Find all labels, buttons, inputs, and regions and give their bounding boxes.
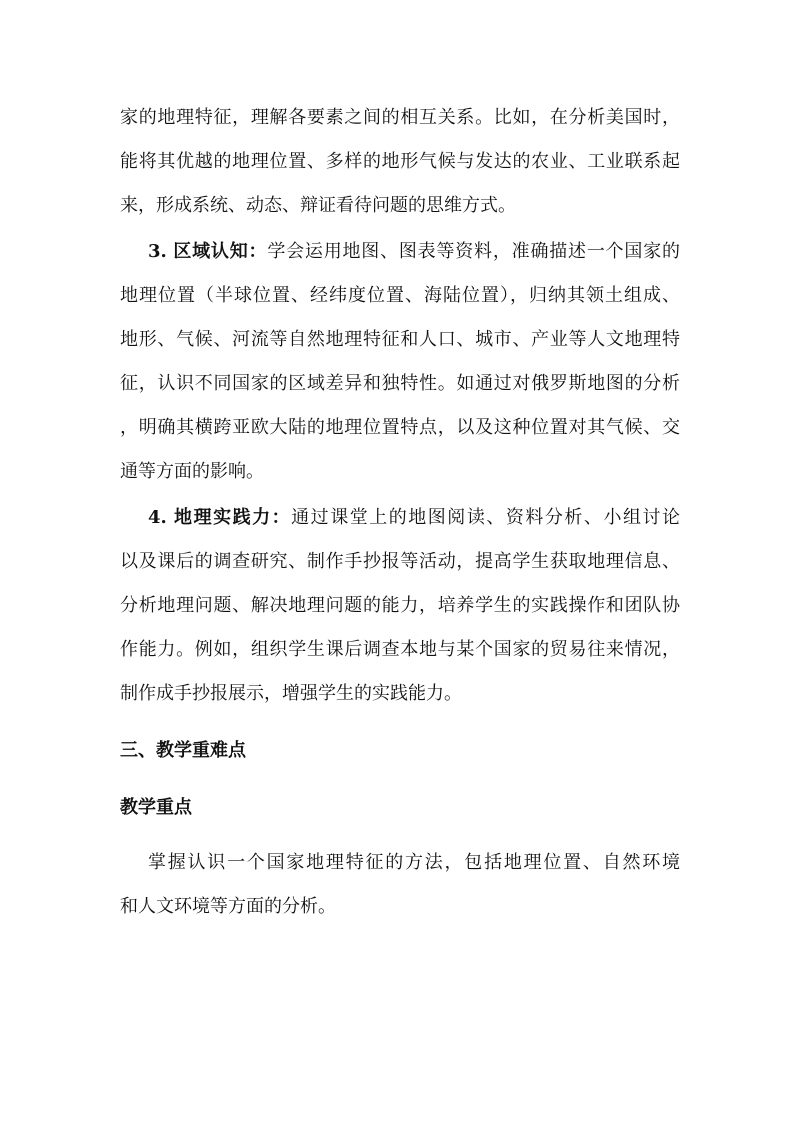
paragraph-line: 家的地理特征，理解各要素之间的相互关系。比如，在分析美国时， (120, 107, 680, 128)
item-3-first-line (148, 241, 680, 263)
paragraph-line: 和人文环境等方面的分析。 (120, 896, 336, 917)
paragraph-line: 以及课后的调查研究、制作手抄报等活动，提高学生获取地理信息、 (120, 551, 680, 572)
paragraph-line: 来，形成系统、动态、辩证看待问题的思维方式。 (120, 195, 516, 216)
paragraph-line: 分析地理问题、解决地理问题的能力，培养学生的实践操作和团队协 (120, 595, 680, 616)
item-4-number: 4. (148, 507, 167, 528)
paragraph-line: 地形、气候、河流等自然地理特征和人口、城市、产业等人文地理特 (120, 329, 680, 350)
paragraph-line: 通等方面的影响。 (120, 461, 264, 482)
item-4-title: 地理实践力： (174, 507, 292, 528)
item-4-first-line (148, 507, 680, 529)
paragraph-line: 作能力。例如，组织学生课后调查本地与某个国家的贸易往来情况， (120, 639, 680, 660)
item-3-text: 学会运用地图、图表等资料，准确描述一个国家的 (267, 241, 680, 262)
paragraph-line: 征，认识不同国家的区域差异和独特性。如通过对俄罗斯地图的分析 (120, 373, 680, 394)
paragraph-line: 地理位置（半球位置、经纬度位置、海陆位置），归纳其领土组成、 (120, 285, 680, 306)
paragraph-line: 制作成手抄报展示，增强学生的实践能力。 (120, 683, 462, 704)
paragraph-line: 能将其优越的地理位置、多样的地形气候与发达的农业、工业联系起 (120, 151, 680, 172)
subsection-heading: 教学重点 (120, 797, 192, 818)
section-heading: 三、教学重难点 (120, 740, 246, 761)
paragraph-line: 掌握认识一个国家地理特征的方法，包括地理位置、自然环境 (148, 852, 680, 873)
item-3-number: 3. (148, 241, 167, 262)
item-3-title: 区域认知： (173, 241, 268, 262)
paragraph-line: ，明确其横跨亚欧大陆的地理位置特点，以及这种位置对其气候、交 (120, 417, 680, 438)
item-4-text: 通过课堂上的地图阅读、资料分析、小组讨论 (291, 507, 680, 528)
